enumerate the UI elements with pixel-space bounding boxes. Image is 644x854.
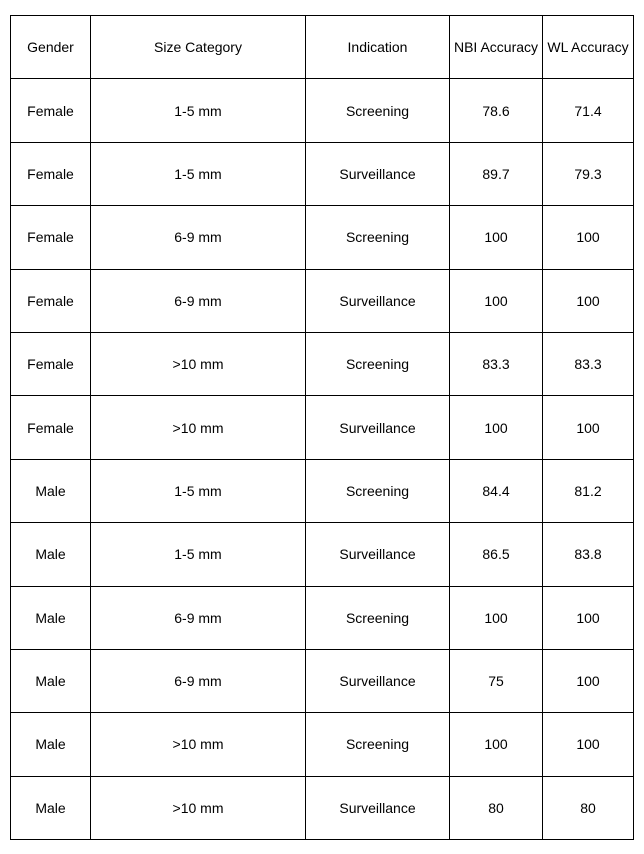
gender-cell: Male [11,776,91,839]
indication-cell: Surveillance [306,396,450,459]
indication-cell: Screening [306,79,450,142]
gender-cell: Female [11,79,91,142]
header-nbi-accuracy: NBI Accuracy [450,16,543,79]
header-wl-accuracy: WL Accuracy [543,16,634,79]
header-size-category: Size Category [91,16,306,79]
wl-accuracy-cell: 79.3 [543,142,634,205]
wl-accuracy-cell: 100 [543,713,634,776]
nbi-accuracy-cell: 86.5 [450,523,543,586]
wl-accuracy-cell: 100 [543,396,634,459]
nbi-accuracy-cell: 100 [450,586,543,649]
nbi-accuracy-cell: 100 [450,206,543,269]
gender-cell: Female [11,142,91,205]
gender-cell: Male [11,713,91,776]
table-row [11,332,634,395]
gender-cell: Male [11,649,91,712]
indication-cell: Screening [306,459,450,522]
indication-cell: Surveillance [306,523,450,586]
wl-accuracy-cell: 71.4 [543,79,634,142]
table-row [11,523,634,586]
size-category-cell: 6-9 mm [91,649,306,712]
gender-cell: Female [11,206,91,269]
gender-cell: Male [11,459,91,522]
size-category-cell: 6-9 mm [91,206,306,269]
header-gender: Gender [11,16,91,79]
header-indication: Indication [306,16,450,79]
nbi-accuracy-cell: 100 [450,713,543,776]
table-row [11,713,634,776]
size-category-cell: 1-5 mm [91,79,306,142]
table-row [11,142,634,205]
gender-cell: Female [11,332,91,395]
gender-cell: Female [11,269,91,332]
table-row [11,79,634,142]
nbi-accuracy-cell: 100 [450,396,543,459]
size-category-cell: 6-9 mm [91,269,306,332]
wl-accuracy-cell: 81.2 [543,459,634,522]
table-row [11,396,634,459]
nbi-accuracy-cell: 83.3 [450,332,543,395]
accuracy-table [10,15,634,840]
wl-accuracy-cell: 83.3 [543,332,634,395]
wl-accuracy-cell: 100 [543,649,634,712]
gender-cell: Male [11,523,91,586]
size-category-cell: 1-5 mm [91,459,306,522]
nbi-accuracy-cell: 100 [450,269,543,332]
indication-cell: Screening [306,206,450,269]
table-row [11,206,634,269]
nbi-accuracy-cell: 89.7 [450,142,543,205]
wl-accuracy-cell: 83.8 [543,523,634,586]
size-category-cell: 1-5 mm [91,142,306,205]
size-category-cell: >10 mm [91,776,306,839]
indication-cell: Surveillance [306,142,450,205]
header-row [11,16,634,79]
table-row [11,586,634,649]
indication-cell: Surveillance [306,269,450,332]
wl-accuracy-cell: 100 [543,269,634,332]
nbi-accuracy-cell: 75 [450,649,543,712]
wl-accuracy-cell: 100 [543,206,634,269]
indication-cell: Screening [306,713,450,776]
gender-cell: Female [11,396,91,459]
indication-cell: Screening [306,586,450,649]
wl-accuracy-cell: 80 [543,776,634,839]
nbi-accuracy-cell: 80 [450,776,543,839]
wl-accuracy-cell: 100 [543,586,634,649]
nbi-accuracy-cell: 84.4 [450,459,543,522]
results-table-container [10,15,633,839]
table-row [11,269,634,332]
size-category-cell: >10 mm [91,332,306,395]
size-category-cell: 1-5 mm [91,523,306,586]
table-row [11,459,634,522]
size-category-cell: >10 mm [91,713,306,776]
nbi-accuracy-cell: 78.6 [450,79,543,142]
size-category-cell: >10 mm [91,396,306,459]
indication-cell: Surveillance [306,649,450,712]
indication-cell: Surveillance [306,776,450,839]
table-row [11,649,634,712]
size-category-cell: 6-9 mm [91,586,306,649]
table-row [11,776,634,839]
gender-cell: Male [11,586,91,649]
indication-cell: Screening [306,332,450,395]
